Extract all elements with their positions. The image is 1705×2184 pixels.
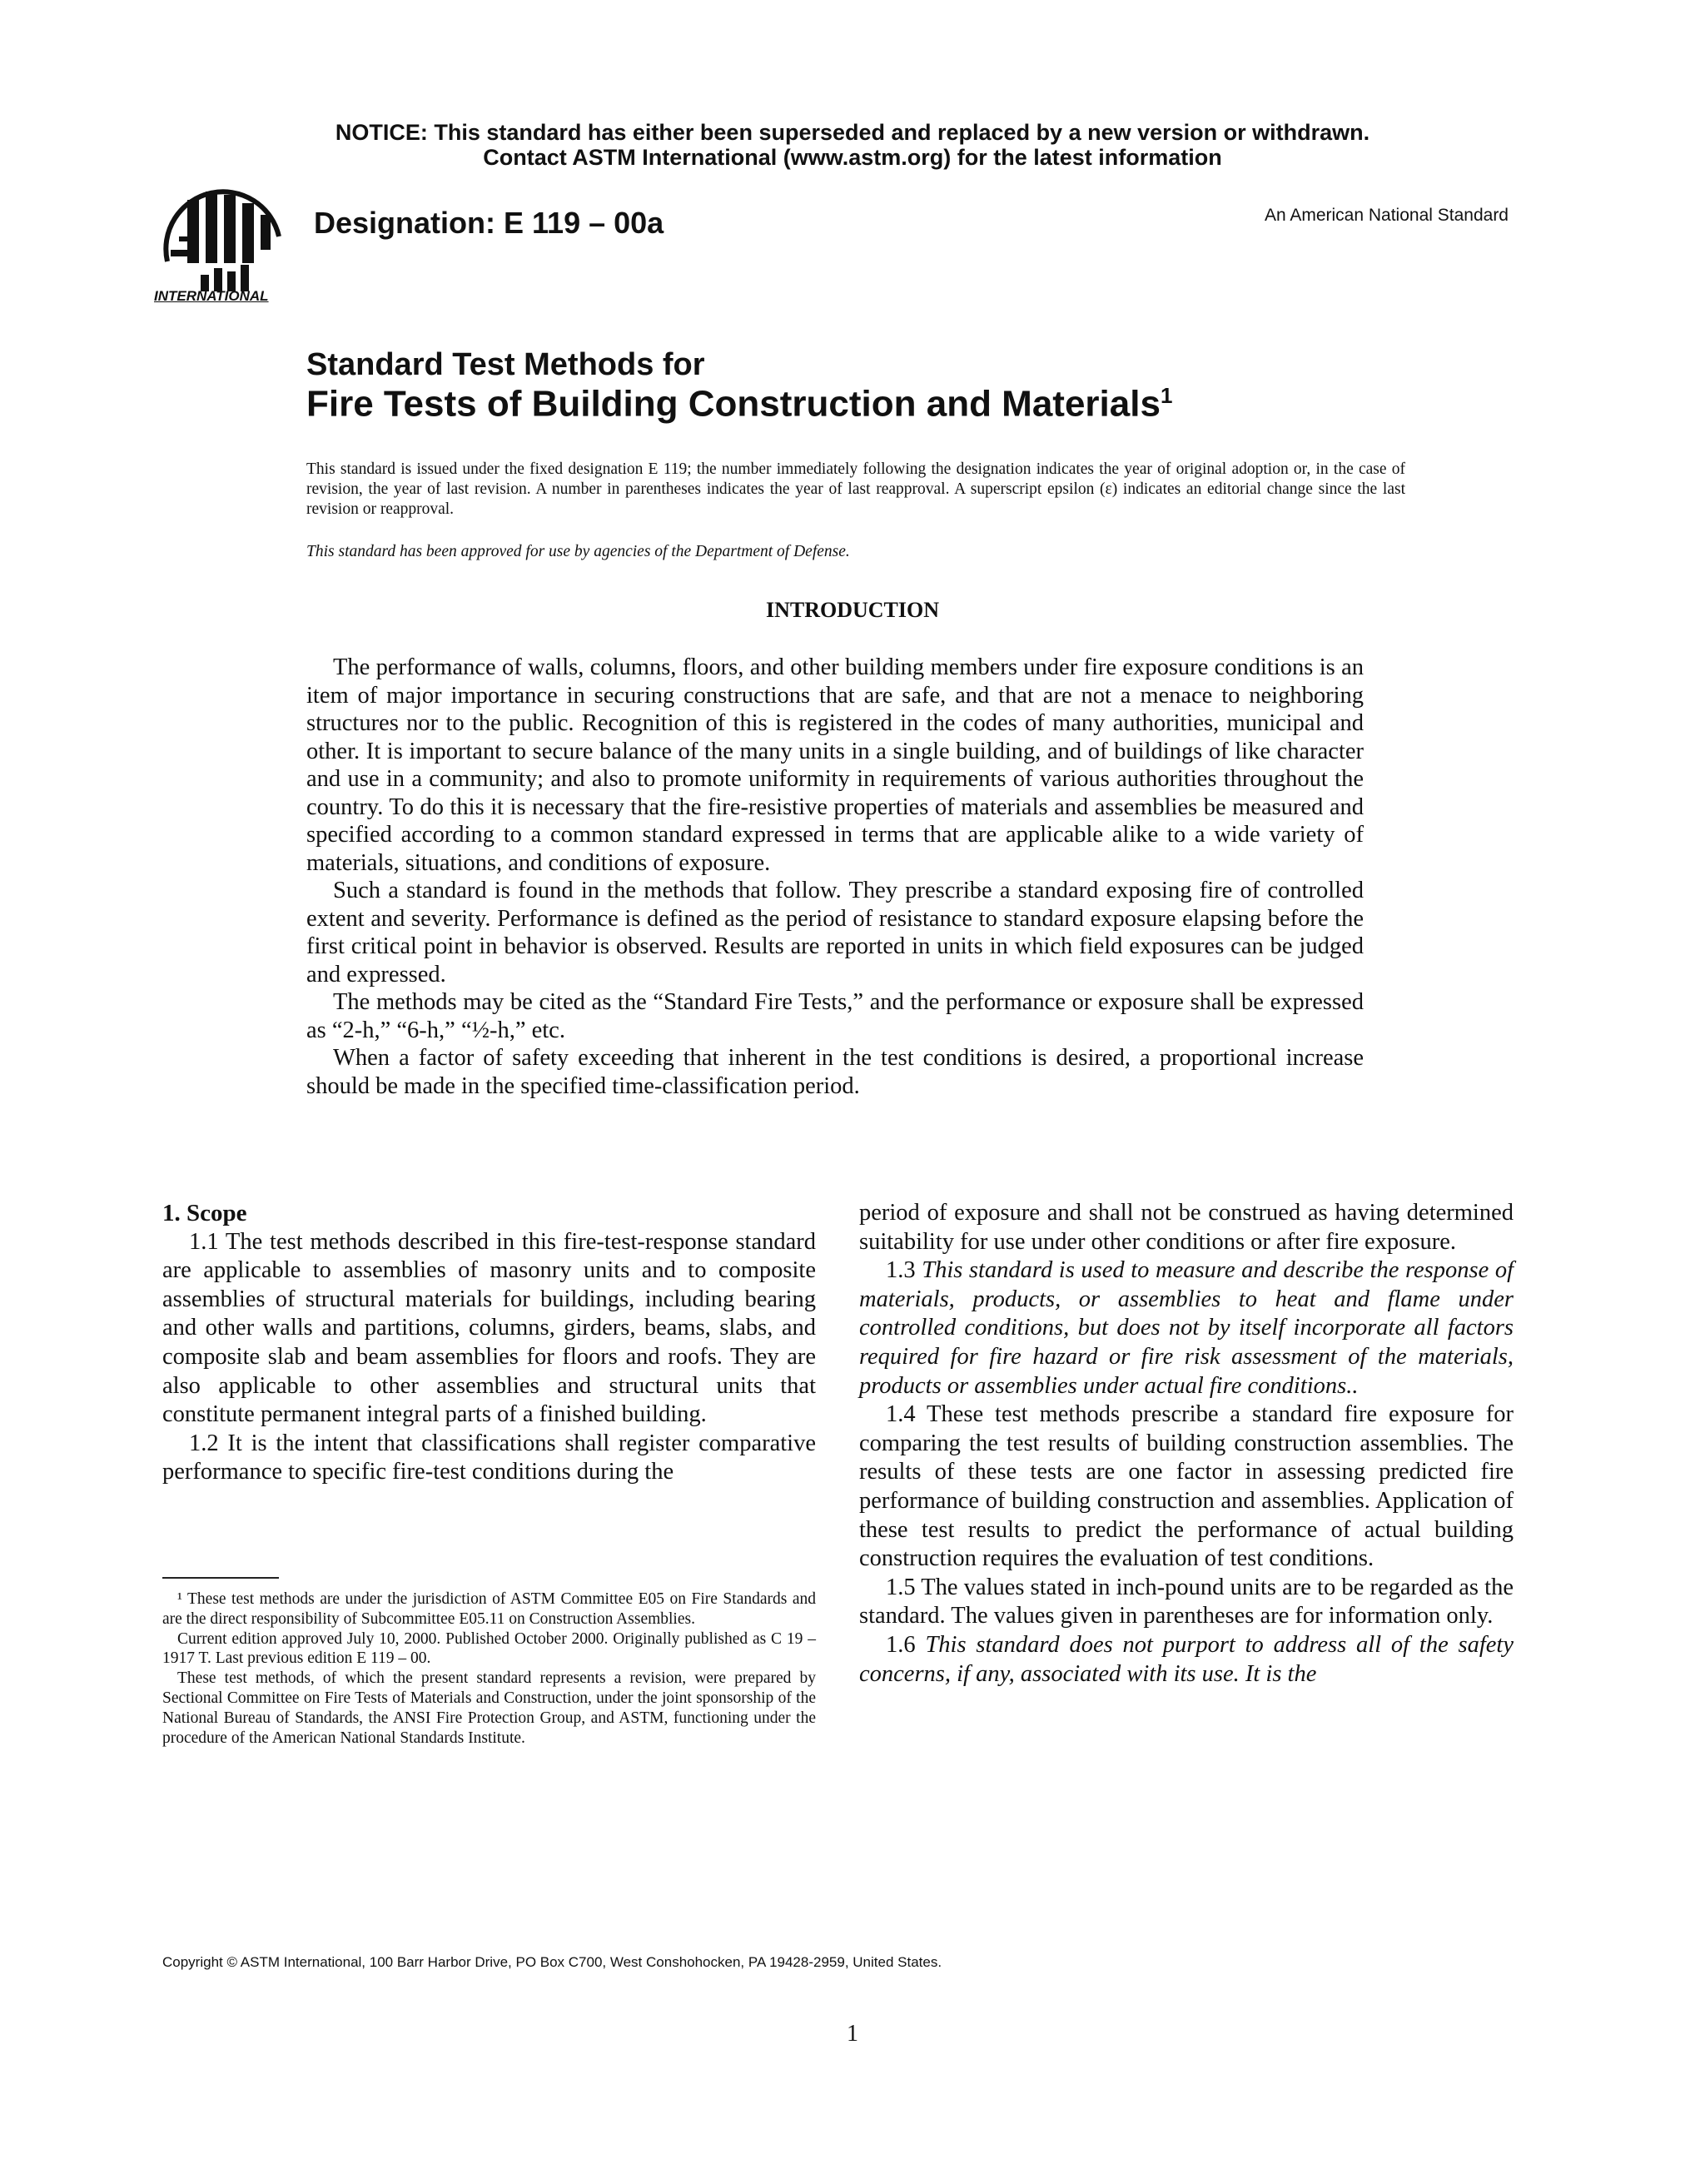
notice-line-2: Contact ASTM International (www.astm.org) for the latest information: [483, 145, 1222, 170]
clause-1-3: [859, 1256, 1514, 1400]
title-line-2-text: Fire Tests of Building Construction and Materials: [306, 383, 1161, 425]
clause-1-2-continued: period of exposure and shall not be construed as having determined suitability for use under other conditions or after fire exposure.: [859, 1200, 1514, 1255]
footnote: Current edition approved July 10, 2000. Published October 2000. Originally published as C 19 – 1917 T. Last previous edition E 119 – 00.: [162, 1629, 816, 1668]
footnote: ¹ These test methods are under the jurisdiction of ASTM Committee E05 on Fire Standards and are the direct responsibility of Subcommittee E05.11 on Construction Assemblies.: [162, 1590, 816, 1628]
title-footnote-mark: 1: [1160, 383, 1173, 408]
footnotes: [162, 1589, 816, 1748]
clause-1-6-number: 1.6: [886, 1631, 916, 1658]
title-line-1: Standard Test Methods for: [306, 347, 705, 382]
designation: Designation: E 119 – 00a: [314, 206, 664, 240]
footnote-divider: [162, 1577, 279, 1579]
page-number: 1: [847, 2021, 858, 2047]
american-national-standard: An American National Standard: [1264, 206, 1509, 225]
supersession-notice: [0, 120, 1705, 170]
dod-note: This standard has been approved for use by agencies of the Department of Defense.: [306, 543, 850, 560]
right-column: [859, 1199, 1514, 1689]
clause-1-1: 1.1 The test methods described in this fire-test-response standard are applicable to assemblies of masonry units and to composite assemblies of structural materials for buildings, including bearing and other walls and partitions, columns, girders, beams, slabs, and composite slab and beam assemblies for floors and roofs. They are also applicable to other assemblies and structural units that constitute permanent integral parts of a finished building.: [162, 1228, 816, 1428]
section-heading-scope: 1. Scope: [162, 1200, 247, 1226]
issued-note: This standard is issued under the fixed designation E 119; the number immediately following the designation indicates the year of original adoption or, in the case of revision, the year of last revision. A number in parentheses indicates the year of last reapproval. A superscript epsilon (ε) indicates an editorial change since the last revision or reapproval.: [306, 460, 1405, 518]
logo-international-label: INTERNATIONAL: [154, 288, 269, 304]
clause-1-3-text: This standard is used to measure and describe the response of materials, products, or assemblies to heat and flame under controlled conditions, but does not by itself incorporate all factors required for fire hazard or fire risk assessment of the materials, products or assemblies under actual fire conditions..: [859, 1257, 1514, 1399]
clause-1-5: 1.5 The values stated in inch-pound units are to be regarded as the standard. The values given in parentheses are for information only.: [859, 1574, 1514, 1629]
intro-paragraph: Such a standard is found in the methods that follow. They prescribe a standard exposing fire of controlled extent and severity. Performance is defined as the period of resistance to standard exposure elapsing before the first critical point in behavior is observed. Results are reported in units in which field exposures can be judged and expressed.: [306, 878, 1364, 988]
clause-1-3-number: 1.3: [886, 1257, 916, 1284]
introduction-heading: INTRODUCTION: [765, 598, 940, 622]
introduction-body: [306, 654, 1364, 1100]
astm-logo-icon: [154, 185, 296, 310]
clause-1-4: 1.4 These test methods prescribe a standard fire exposure for comparing the test results of building construction assemblies. The results of these tests are one factor in assessing predicted fire performance of building construction and assemblies. Application of these test results to predict the performance of actual building construction requires the evaluation of test conditions.: [859, 1401, 1514, 1572]
clause-1-6: [859, 1631, 1514, 1689]
copyright: Copyright © ASTM International, 100 Barr Harbor Drive, PO Box C700, West Conshohocken, PA 19428-2959, United States.: [162, 1954, 942, 1970]
intro-paragraph: The performance of walls, columns, floors, and other building members under fire exposure conditions is an item of major importance in securing constructions that are safe, and that are not a menace to neighboring structures nor to the public. Recognition of this is registered in the codes of many authorities, municipal and other. It is important to secure balance of the many units in a single building, and of buildings of like character and use in a community; and also to promote uniformity in requirements of various authorities throughout the country. To do this it is necessary that the fire-resistive properties of materials and assemblies be measured and specified according to a common standard expressed in terms that are applicable alike to a wide variety of materials, situations, and conditions of exposure.: [306, 654, 1364, 876]
clause-1-6-text: This standard does not purport to address all of the safety concerns, if any, associated with its use. It is the: [859, 1631, 1514, 1687]
clause-1-2: 1.2 It is the intent that classifications shall register comparative performance to specific fire-test conditions during the: [162, 1430, 816, 1485]
footnote: These test methods, of which the present standard represents a revision, were prepared by Sectional Committee on Fire Tests of Materials and Construction, under the joint sponsorship of the National Bureau of Standards, the ANSI Fire Protection Group, and ASTM, functioning under the procedure of the American National Standards Institute.: [162, 1669, 816, 1747]
title-line-2: [306, 383, 1172, 425]
intro-paragraph: The methods may be cited as the “Standard Fire Tests,” and the performance or exposure shall be expressed as “2-h,” “6-h,” “½-h,” etc.: [306, 989, 1364, 1043]
intro-paragraph: When a factor of safety exceeding that inherent in the test conditions is desired, a proportional increase should be made in the specified time-classification period.: [306, 1045, 1364, 1099]
left-column: [162, 1199, 816, 1487]
notice-line-1: NOTICE: This standard has either been superseded and replaced by a new version or withdrawn.: [335, 120, 1370, 145]
